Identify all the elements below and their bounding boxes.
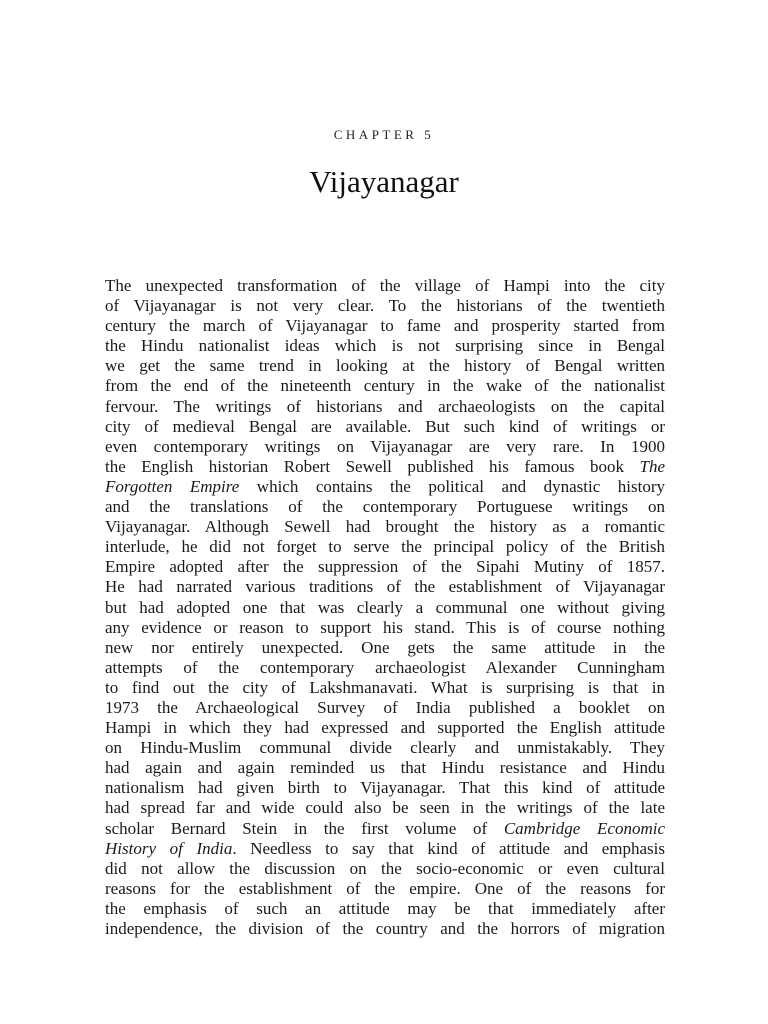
text-segment: but had adopted one that was clearly a communal one without giving	[105, 597, 665, 617]
text-segment: fervour. The writings of historians and archaeologists on the capital	[105, 396, 665, 416]
text-segment: scholar Bernard Stein in the first volume of	[105, 818, 504, 838]
text-segment: new nor entirely unexpected. One gets the same attitude in the	[105, 637, 665, 657]
text-line	[105, 376, 665, 396]
text-line	[105, 798, 665, 818]
text-segment: on Hindu-Muslim communal divide clearly and unmistakably. They	[105, 738, 665, 758]
text-segment: and the translations of the contemporary Portuguese writings on	[105, 497, 665, 517]
text-line	[105, 316, 665, 336]
text-segment: had again and again reminded us that Hindu resistance and Hindu	[105, 758, 665, 778]
text-line	[105, 618, 665, 638]
text-line	[105, 276, 665, 296]
text-line	[105, 557, 665, 577]
text-segment: Empire adopted after the suppression of the Sipahi Mutiny of 1857.	[105, 557, 665, 577]
text-segment: attempts of the contemporary archaeologist Alexander Cunningham	[105, 657, 665, 677]
text-segment: of Vijayanagar is not very clear. To the historians of the twentieth	[105, 296, 665, 316]
text-line	[105, 437, 665, 457]
text-line	[105, 859, 665, 879]
text-segment: reasons for the establishment of the empire. One of the reasons for	[105, 878, 665, 898]
text-segment: century the march of Vijayanagar to fame and prosperity started from	[105, 316, 665, 336]
italic-text: History of India	[105, 838, 233, 858]
text-segment: had spread far and wide could also be seen in the writings of the late	[105, 798, 665, 818]
italic-text: Forgotten Empire	[105, 476, 240, 496]
text-segment: nationalism had given birth to Vijayanagar. That this kind of attitude	[105, 778, 665, 798]
text-line	[105, 336, 665, 356]
text-line	[105, 477, 665, 497]
text-segment: any evidence or reason to support his stand. This is of course nothing	[105, 617, 665, 637]
text-segment: to find out the city of Lakshmanavati. What is surprising is that in	[105, 677, 665, 697]
text-segment: the Hindu nationalist ideas which is not surprising since in Bengal	[105, 336, 665, 356]
text-line	[105, 417, 665, 437]
text-segment: independence, the division of the country and the horrors of migration	[105, 919, 665, 938]
text-segment: from the end of the nineteenth century in the wake of the nationalist	[105, 376, 665, 396]
text-segment: He had narrated various traditions of the establishment of Vijayanagar	[105, 577, 665, 597]
body-paragraph	[105, 276, 665, 939]
text-segment: Vijayanagar. Although Sewell had brought the history as a romantic	[105, 517, 665, 537]
text-line	[105, 356, 665, 376]
text-line	[105, 296, 665, 316]
text-line	[105, 698, 665, 718]
text-segment: interlude, he did not forget to serve the principal policy of the British	[105, 537, 665, 557]
text-line	[105, 678, 665, 698]
text-segment: . Needless to say that kind of attitude and emphasis	[232, 838, 665, 858]
text-segment: did not allow the discussion on the socio-economic or even cultural	[105, 858, 665, 878]
chapter-title: Vijayanagar	[309, 164, 459, 199]
text-line	[105, 819, 665, 839]
text-segment: city of medieval Bengal are available. But such kind of writings or	[105, 416, 665, 436]
text-line	[105, 577, 665, 597]
text-line	[105, 919, 665, 939]
text-line	[105, 457, 665, 477]
text-line	[105, 497, 665, 517]
text-line	[105, 738, 665, 758]
text-segment: the English historian Robert Sewell published his famous book	[105, 456, 640, 476]
italic-text: The	[639, 456, 665, 476]
text-line	[105, 598, 665, 618]
text-line	[105, 899, 665, 919]
text-segment: we get the same trend in looking at the history of Bengal written	[105, 356, 665, 376]
text-segment: 1973 the Archaeological Survey of India published a booklet on	[105, 697, 665, 717]
text-segment: The unexpected transformation of the village of Hampi into the city	[105, 276, 665, 295]
text-line	[105, 397, 665, 417]
text-line	[105, 718, 665, 738]
text-segment: even contemporary writings on Vijayanagar are very rare. In 1900	[105, 436, 665, 456]
chapter-number: CHAPTER 5	[333, 127, 435, 142]
text-line	[105, 778, 665, 798]
text-line	[105, 658, 665, 678]
text-line	[105, 758, 665, 778]
text-line	[105, 879, 665, 899]
text-segment: Hampi in which they had expressed and supported the English attitude	[105, 718, 665, 738]
text-line	[105, 839, 665, 859]
text-segment: which contains the political and dynastic history	[239, 476, 665, 496]
text-line	[105, 638, 665, 658]
text-segment: the emphasis of such an attitude may be that immediately after	[105, 898, 665, 918]
text-line	[105, 537, 665, 557]
text-line	[105, 517, 665, 537]
italic-text: Cambridge Economic	[503, 818, 665, 838]
